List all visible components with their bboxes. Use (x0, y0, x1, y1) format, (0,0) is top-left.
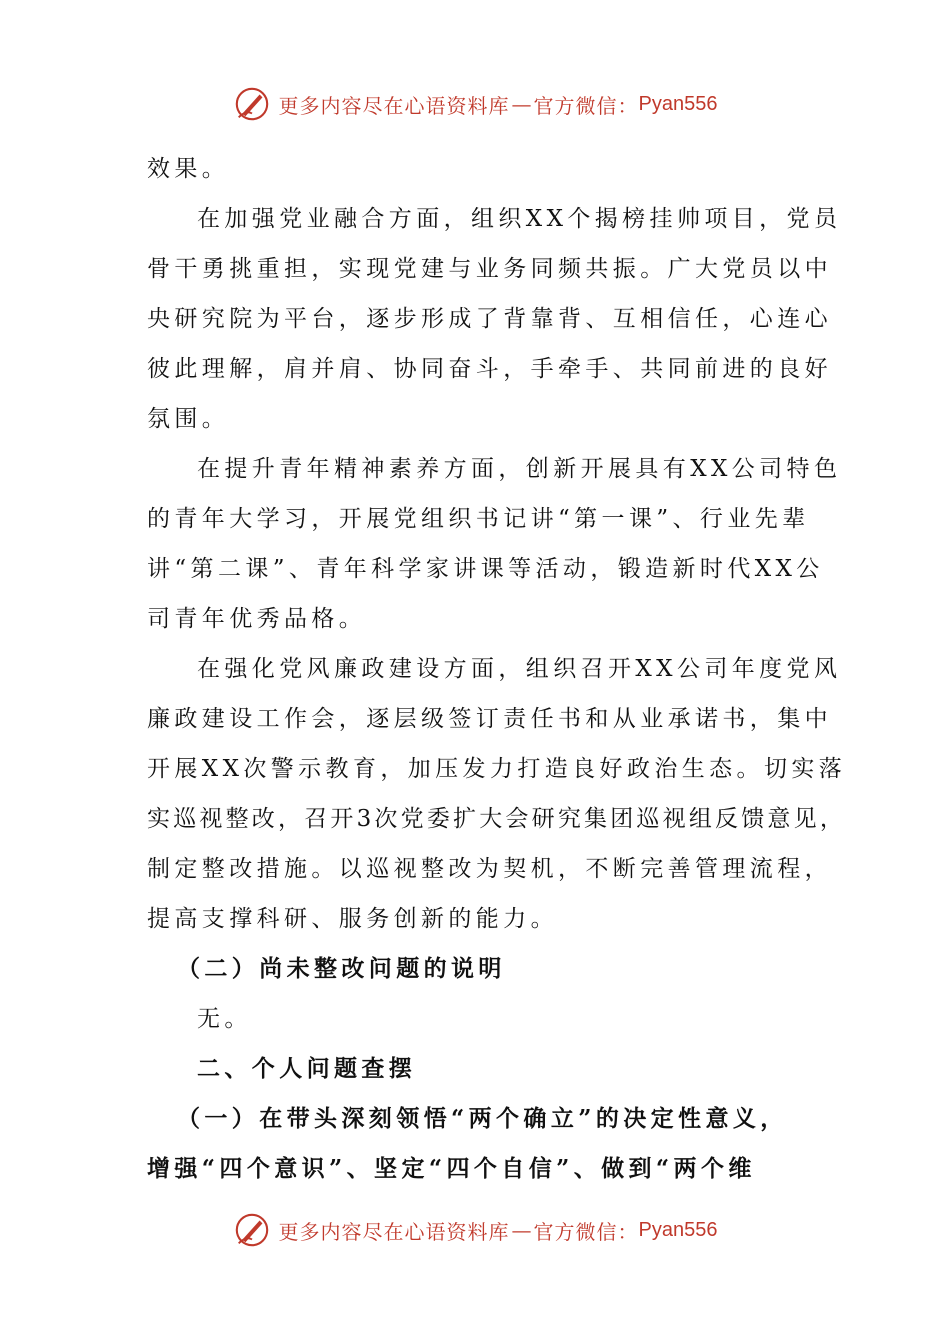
section-heading: 二、个人问题查摆 (197, 1055, 417, 1082)
text-line: 央研究院为平台，逐步形成了背靠背、互相信任，心连心 (147, 306, 832, 332)
watermark-wechat-id: Pyan556 (638, 92, 718, 115)
text-line: 实巡视整改，召开3次党委扩大会研究集团巡视组反馈意见， (147, 806, 847, 832)
subsection-heading: （二）尚未整改问题的说明 (177, 955, 506, 982)
pen-logo-icon (233, 1211, 271, 1249)
text-line: 司青年优秀品格。 (147, 606, 367, 632)
text-line: 开展XX次警示教育，加压发力打造良好政治生态。切实落 (147, 756, 847, 782)
text-line: 骨干勇挑重担，实现党建与业务同频共振。广大党员以中 (147, 256, 832, 282)
watermark-wechat-id: Pyan556 (638, 1218, 718, 1241)
watermark-separator: — (511, 1218, 532, 1242)
watermark-separator: — (511, 92, 532, 116)
text-line: 彼此理解，肩并肩、协同奋斗，手牵手、共同前进的良好 (147, 356, 832, 382)
watermark-header (0, 82, 950, 126)
text-line: 氛围。 (147, 406, 230, 432)
subsection-heading: （一）在带头深刻领悟“两个确立”的决定性意义， (177, 1105, 788, 1132)
heading-continuation: 增强“四个意识”、坚定“四个自信”、做到“两个维 (147, 1155, 756, 1182)
document-body (147, 144, 847, 1194)
text-line: 的青年大学习，开展党组织书记讲“第一课”、行业先辈 (147, 506, 810, 532)
watermark-wechat-label: 官方微信： (533, 1219, 639, 1244)
text-line: 无。 (197, 1006, 252, 1032)
text-line: 廉政建设工作会，逐层级签订责任书和从业承诺书，集中 (147, 706, 832, 732)
text-line: 提高支撑科研、服务创新的能力。 (147, 906, 558, 932)
text-line: 制定整改措施。以巡视整改为契机，不断完善管理流程， (147, 856, 832, 882)
watermark-text: 更多内容尽在心语资料库 (278, 1219, 510, 1244)
watermark-wechat-label: 官方微信： (533, 93, 639, 118)
watermark-text: 更多内容尽在心语资料库 (278, 93, 510, 118)
pen-logo-icon (233, 85, 271, 123)
paragraph-start-line: 在提升青年精神素养方面，创新开展具有XX公司特色 (197, 456, 842, 482)
watermark-footer (0, 1208, 950, 1252)
text-line: 效果。 (147, 156, 230, 182)
text-line: 讲“第二课”、青年科学家讲课等活动，锻造新时代XX公 (147, 556, 824, 582)
paragraph-start-line: 在加强党业融合方面，组织XX个揭榜挂帅项目，党员 (197, 206, 842, 232)
paragraph-start-line: 在强化党风廉政建设方面，组织召开XX公司年度党风 (197, 656, 842, 682)
